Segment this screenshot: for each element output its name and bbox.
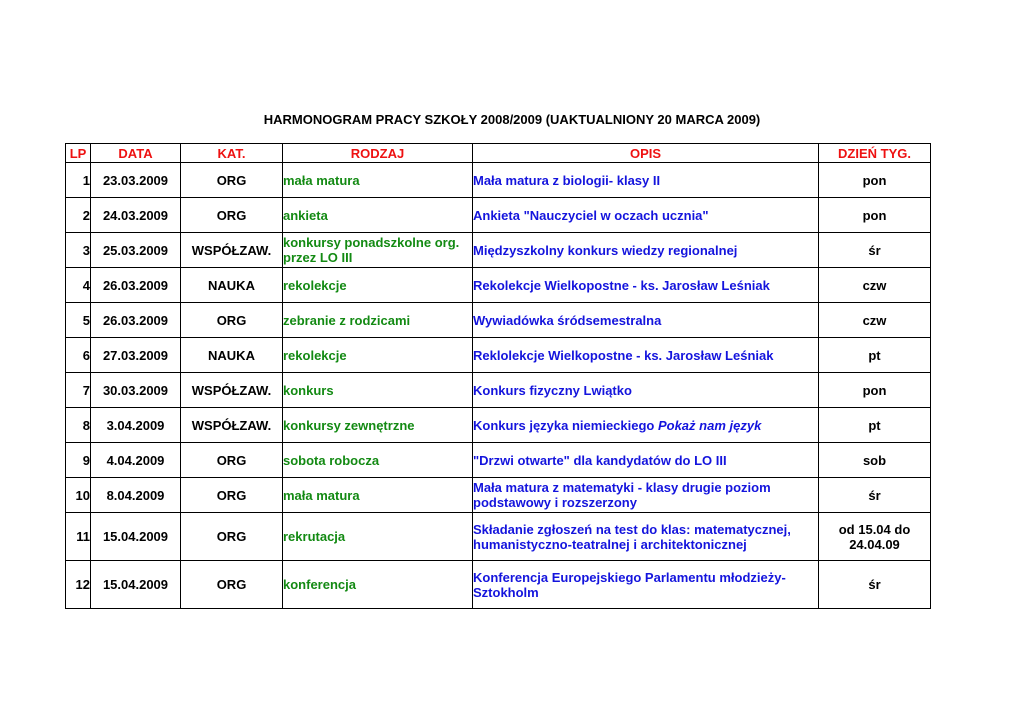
row-description-line: Sztokholm (473, 584, 539, 600)
row-type (283, 268, 473, 303)
row-description (473, 408, 819, 443)
row-description-line: Wywiadówka śródsemestralna (473, 312, 662, 328)
row-weekday-line: 24.04.09 (849, 536, 900, 552)
row-description (473, 478, 819, 513)
row-weekday-line: śr (868, 577, 881, 592)
row-description (473, 303, 819, 338)
column-header-opis: OPIS (473, 144, 819, 163)
row-type (283, 338, 473, 373)
row-description-line: humanistyczno-teatralnej i architektonicznej (473, 536, 747, 552)
row-description (473, 561, 819, 609)
row-number: 3 (66, 233, 91, 268)
row-description-line: podstawowy i rozszerzony (473, 495, 637, 510)
row-type-line: przez LO III (283, 250, 353, 265)
row-type-line: rekolekcje (283, 277, 347, 293)
row-type (283, 163, 473, 198)
row-description-line (473, 418, 818, 433)
table-row (66, 561, 931, 609)
row-type (283, 513, 473, 561)
row-type-line: mała matura (283, 172, 360, 188)
row-description-text: Konkurs języka niemieckiego (473, 417, 658, 433)
row-weekday-line: sob (862, 452, 887, 468)
row-weekday-line: pon (862, 207, 887, 223)
row-date: 30.03.2009 (91, 373, 181, 408)
row-weekday (819, 338, 931, 373)
table-row (66, 408, 931, 443)
row-type (283, 373, 473, 408)
row-type-line: mała matura (283, 487, 360, 503)
row-weekday (819, 561, 931, 609)
row-number: 10 (66, 478, 91, 513)
row-date: 3.04.2009 (91, 408, 181, 443)
row-weekday (819, 478, 931, 513)
row-weekday (819, 373, 931, 408)
row-weekday-line: śr (868, 242, 881, 258)
row-description-line: Ankieta "Nauczyciel w oczach ucznia" (473, 207, 709, 223)
table-row (66, 373, 931, 408)
row-category: ORG (181, 163, 283, 198)
row-weekday-line: pt (868, 347, 881, 363)
row-weekday-line: od 15.04 do (838, 521, 911, 537)
row-description (473, 513, 819, 561)
row-type (283, 478, 473, 513)
row-type-line: rekolekcje (283, 347, 347, 363)
row-type (283, 408, 473, 443)
table-row (66, 198, 931, 233)
row-number: 4 (66, 268, 91, 303)
row-number: 2 (66, 198, 91, 233)
row-description (473, 268, 819, 303)
row-number: 12 (66, 561, 91, 609)
row-description-line: Mała matura z biologii- klasy II (473, 172, 661, 188)
table-row (66, 163, 931, 198)
row-category: ORG (181, 478, 283, 513)
row-weekday (819, 513, 931, 561)
row-category: ORG (181, 443, 283, 478)
row-number: 9 (66, 443, 91, 478)
row-weekday (819, 233, 931, 268)
row-weekday-line: czw (862, 277, 887, 293)
row-type (283, 233, 473, 268)
table-row (66, 268, 931, 303)
table-row (66, 338, 931, 373)
row-description-line: Konferencja Europejskiego Parlamentu młodzieży- (473, 569, 786, 585)
row-type (283, 303, 473, 338)
row-description (473, 198, 819, 233)
row-type-line: rekrutacja (283, 529, 346, 544)
row-weekday-line: śr (868, 487, 881, 503)
row-category: NAUKA (181, 268, 283, 303)
column-header-data: DATA (91, 144, 181, 163)
row-number: 7 (66, 373, 91, 408)
row-description-line: Konkurs fizyczny Lwiątko (473, 382, 632, 398)
row-type-line: konkurs (283, 382, 334, 398)
row-description-line: Mała matura z matematyki - klasy drugie poziom (473, 480, 771, 495)
row-weekday (819, 268, 931, 303)
row-description-line: Rekolekcje Wielkopostne - ks. Jarosław Leśniak (473, 277, 770, 293)
row-weekday (819, 443, 931, 478)
row-number: 5 (66, 303, 91, 338)
row-category: WSPÓŁZAW. (181, 373, 283, 408)
row-description-line: "Drzwi otwarte" dla kandydatów do LO III (473, 452, 727, 468)
row-weekday-line: pon (862, 172, 887, 188)
row-number: 6 (66, 338, 91, 373)
row-type-line: konkursy ponadszkolne org. (283, 235, 460, 250)
row-date: 15.04.2009 (91, 561, 181, 609)
row-date: 25.03.2009 (91, 233, 181, 268)
row-description (473, 233, 819, 268)
row-weekday-line: czw (862, 312, 887, 328)
row-description (473, 373, 819, 408)
row-category: ORG (181, 198, 283, 233)
table-row (66, 478, 931, 513)
table-row (66, 233, 931, 268)
row-weekday (819, 198, 931, 233)
row-date: 27.03.2009 (91, 338, 181, 373)
row-date: 23.03.2009 (91, 163, 181, 198)
row-type (283, 561, 473, 609)
row-description-italic: Pokaż nam język (657, 417, 762, 433)
row-description-line: Międzyszkolny konkurs wiedzy regionalnej (473, 242, 738, 258)
row-date: 24.03.2009 (91, 198, 181, 233)
row-description-line: Reklolekcje Wielkopostne - ks. Jarosław Leśniak (473, 347, 774, 363)
table-row (66, 443, 931, 478)
row-date: 15.04.2009 (91, 513, 181, 561)
table-row (66, 303, 931, 338)
row-date: 4.04.2009 (91, 443, 181, 478)
column-header-kat: KAT. (181, 144, 283, 163)
row-description (473, 338, 819, 373)
row-type-line: konkursy zewnętrzne (283, 417, 415, 433)
column-header-rodzaj: RODZAJ (283, 144, 473, 163)
row-description (473, 443, 819, 478)
row-weekday (819, 303, 931, 338)
row-category: ORG (181, 513, 283, 561)
row-description-line: Składanie zgłoszeń na test do klas: matematycznej, (473, 521, 791, 537)
row-category: ORG (181, 561, 283, 609)
row-date: 26.03.2009 (91, 268, 181, 303)
row-category: NAUKA (181, 338, 283, 373)
document-title: HARMONOGRAM PRACY SZKOŁY 2008/2009 (UAKTUALNIONY 20 MARCA 2009) (263, 112, 761, 127)
schedule-rows (66, 163, 931, 609)
table-header-row (66, 144, 931, 163)
row-type (283, 198, 473, 233)
row-weekday-line: pon (862, 382, 887, 398)
row-weekday (819, 408, 931, 443)
row-description (473, 163, 819, 198)
row-type-line: sobota robocza (283, 452, 380, 468)
row-number: 1 (66, 163, 91, 198)
row-category: WSPÓŁZAW. (181, 233, 283, 268)
row-date: 8.04.2009 (91, 478, 181, 513)
row-date: 26.03.2009 (91, 303, 181, 338)
row-type-line: ankieta (283, 207, 328, 223)
row-weekday-line: pt (868, 417, 881, 433)
row-number: 8 (66, 408, 91, 443)
row-type-line: konferencja (283, 577, 356, 592)
column-header-dzien: DZIEŃ TYG. (819, 144, 931, 163)
schedule-table (65, 143, 931, 609)
table-row (66, 513, 931, 561)
row-weekday (819, 163, 931, 198)
row-category: WSPÓŁZAW. (181, 408, 283, 443)
row-type-line: zebranie z rodzicami (283, 312, 411, 328)
row-category: ORG (181, 303, 283, 338)
column-header-lp: LP (66, 144, 91, 163)
row-number: 11 (66, 513, 91, 561)
row-type (283, 443, 473, 478)
